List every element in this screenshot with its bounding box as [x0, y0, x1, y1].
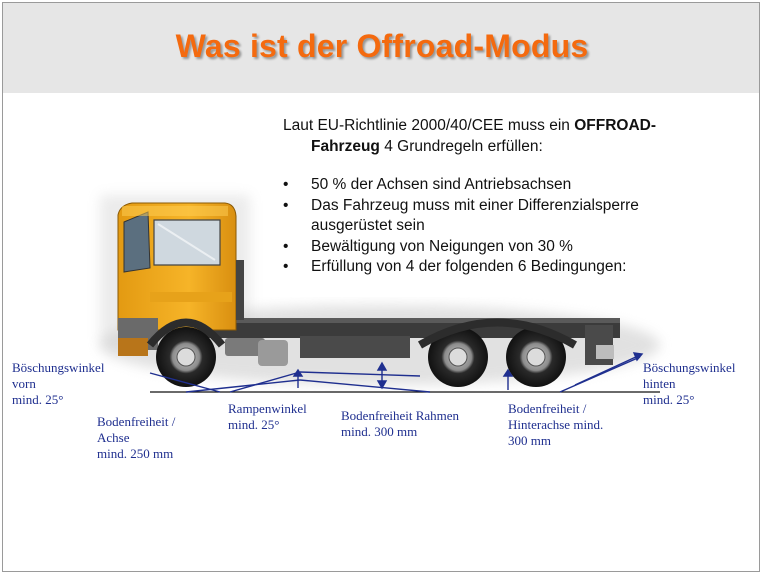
label-line: mind. 25° — [643, 392, 695, 407]
intro-line2-post: 4 Grundregeln erfüllen: — [379, 138, 543, 155]
rule-text: Das Fahrzeug muss mit einer Differenzialsperre ausgerüstet sein — [311, 196, 639, 234]
label-line: Böschungswinkel — [643, 360, 736, 375]
label-line: mind. 25° — [12, 392, 64, 407]
bullet-icon: • — [283, 176, 289, 193]
intro-line1-bold: OFFROAD- — [574, 117, 656, 134]
label-boeschungswinkel-hinten — [643, 360, 735, 408]
intro-line2 — [283, 136, 703, 157]
label-line: mind. 250 mm — [97, 446, 174, 461]
label-bodenfreiheit-rahmen — [341, 408, 459, 440]
rule-text: 50 % der Achsen sind Antriebsachsen — [311, 176, 572, 193]
slide-title: Was ist der Offroad-Modus — [175, 28, 589, 64]
label-line: Hinterachse mind. — [508, 417, 604, 432]
label-bodenfreiheit-achse — [97, 414, 175, 462]
rule-text: Bewältigung von Neigungen von 30 % — [311, 237, 573, 255]
label-line: Böschungswinkel — [12, 360, 105, 375]
label-line: mind. 300 mm — [341, 424, 418, 439]
label-boeschungswinkel-vorn — [12, 360, 104, 408]
intro-text — [283, 115, 703, 157]
intro-line1-pre: Laut EU-Richtlinie 2000/40/CEE muss ein — [283, 117, 575, 134]
label-line: mind. 25° — [228, 417, 280, 432]
label-line: 300 mm — [508, 433, 551, 448]
label-line: Bodenfreiheit Rahmen — [341, 408, 460, 423]
label-line: Achse — [97, 430, 130, 445]
label-line: Bodenfreiheit / — [508, 401, 587, 416]
label-line: hinten — [643, 376, 676, 391]
bullet-icon: • — [283, 196, 289, 214]
bullet-icon: • — [283, 258, 289, 275]
label-rampenwinkel — [228, 401, 307, 433]
bullet-icon: • — [283, 237, 289, 255]
label-line: vorn — [12, 376, 36, 391]
label-bodenfreiheit-hinterachse — [508, 401, 603, 449]
label-line: Rampenwinkel — [228, 401, 307, 416]
label-line: Bodenfreiheit / — [97, 414, 176, 429]
intro-line2-bold: Fahrzeug — [311, 138, 380, 155]
rule-text: Erfüllung von 4 der folgenden 6 Bedingungen: — [311, 258, 627, 275]
